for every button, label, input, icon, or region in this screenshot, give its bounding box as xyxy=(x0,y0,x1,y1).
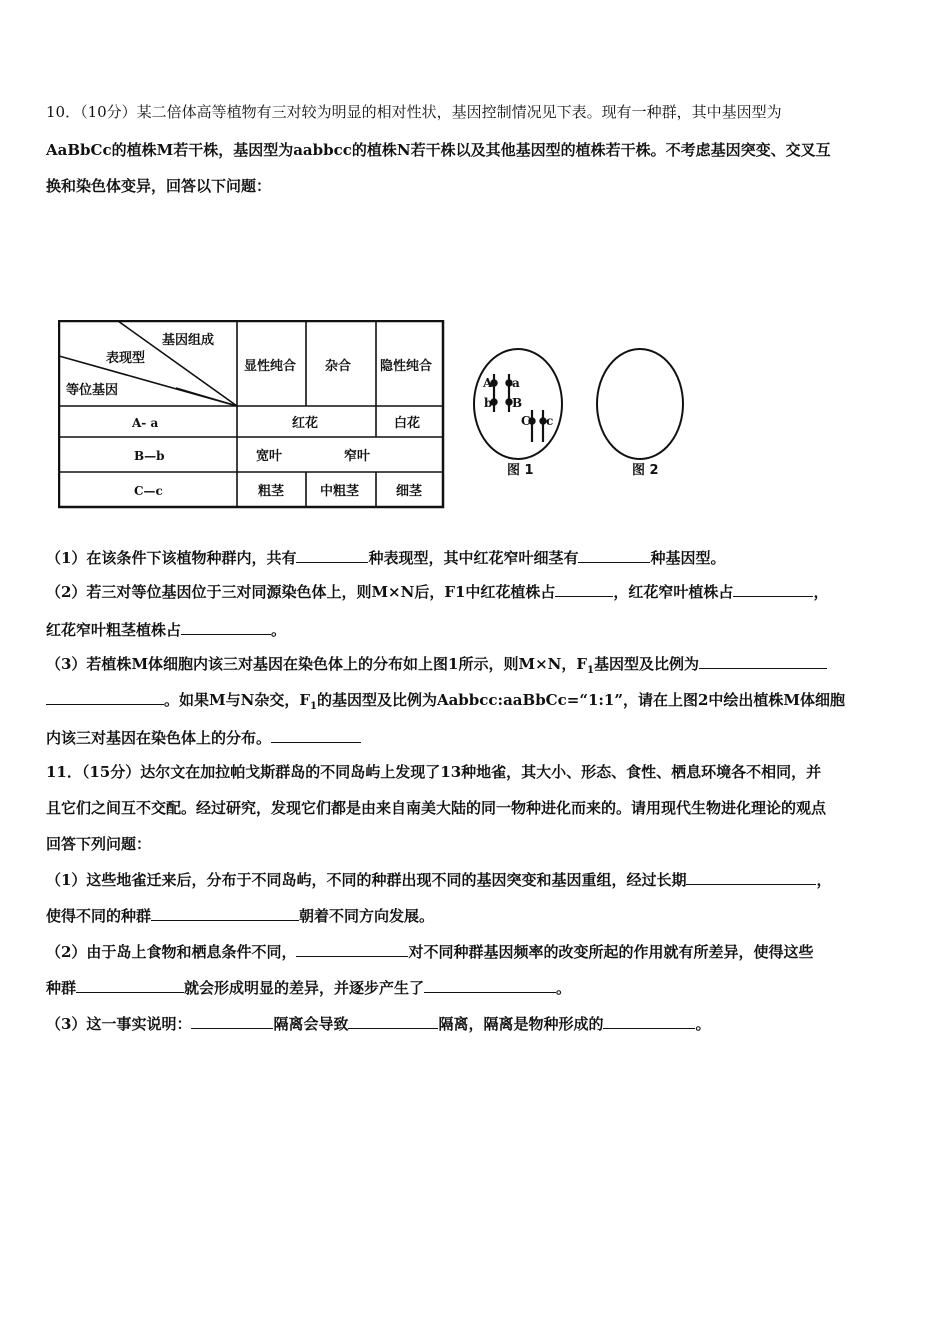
q11-sub1-cont xyxy=(46,906,434,926)
q11-sub2-blank-3[interactable] xyxy=(424,978,556,993)
q11-sub1-text-b: ， xyxy=(816,871,832,889)
gene-table xyxy=(58,320,448,510)
q10-sub2-blank-3[interactable] xyxy=(181,620,271,635)
q10-sub1-text-b: 种表现型，其中红花窄叶细茎有 xyxy=(368,549,579,567)
q10-sub2-text-c: ， xyxy=(813,583,829,601)
gene-a: a xyxy=(512,376,520,390)
q11-text-2: 且它们之间互不交配。经过研究，发现它们都是由来自南美大陆的同一物种进化而来的。请用现代生物进化理论的观点 xyxy=(46,799,827,817)
table-row1-red: 红花 xyxy=(292,416,319,431)
table-col-recessive: 隐性纯合 xyxy=(380,359,433,374)
q10-sub1-text-c: 种基因型。 xyxy=(650,549,726,567)
q11-sub2-cont xyxy=(46,978,571,998)
table-row3-thick: 粗茎 xyxy=(258,484,285,499)
table-header-allele: 等位基因 xyxy=(66,383,119,398)
q10-line-3 xyxy=(46,176,271,196)
q10-text-3: 换和染色体变异，回答以下问题： xyxy=(46,177,272,195)
q10-sub3-text-b: 基因型及比例为 xyxy=(593,655,699,673)
q11-sub2 xyxy=(46,942,813,962)
q10-line-1 xyxy=(46,102,782,122)
q10-sub3 xyxy=(46,654,827,681)
q11-sub1-blank-1[interactable] xyxy=(686,870,816,885)
q10-sub3-cont xyxy=(46,690,845,717)
q11-line-3 xyxy=(46,834,151,854)
q10-sub3-blank-1[interactable] xyxy=(699,654,827,669)
q11-line-1 xyxy=(46,762,821,782)
q11-sub2-text-e: 。 xyxy=(556,979,572,997)
q10-sub2-text-d: 红花窄叶粗茎植株占 xyxy=(46,621,182,639)
q11-sub3-text-d: 。 xyxy=(695,1015,711,1033)
table-header-gene: 基因组成 xyxy=(162,333,215,348)
gene-c: c xyxy=(546,414,554,428)
q10-sub3-text-a: （3）若植株M体细胞内该三对基因在染色体上的分布如上图1所示，则M×N，F xyxy=(46,655,588,673)
table-row2-label: B—b xyxy=(134,449,165,463)
table-col-hetero: 杂合 xyxy=(325,359,352,374)
figure-2-label: 图 2 xyxy=(632,463,659,478)
q11-sub3-text-a: （3）这一事实说明： xyxy=(46,1015,192,1033)
gene-C: C xyxy=(521,414,531,428)
q11-sub3 xyxy=(46,1014,711,1034)
q11-sub2-text-d: 就会形成明显的差异，并逐步产生了 xyxy=(184,979,425,997)
q11-sub3-blank-3[interactable] xyxy=(603,1014,695,1029)
figure-1-label: 图 1 xyxy=(507,463,534,478)
q10-line-2 xyxy=(46,140,831,160)
q11-sub2-text-a: （2）由于岛上食物和栖息条件不同， xyxy=(46,943,297,961)
q11-sub3-blank-2[interactable] xyxy=(348,1014,438,1029)
gene-b: b xyxy=(484,396,493,410)
cell-figures xyxy=(470,346,700,486)
q10-sub3-end xyxy=(46,728,361,748)
q10-sub3-subscript-2: 1 xyxy=(309,701,317,712)
q10-sub2-text-e: 。 xyxy=(271,621,287,639)
q11-sub3-blank-1[interactable] xyxy=(191,1014,273,1029)
q10-sub3-text-d: 的基因型及比例为Aabbcc:aaBbCc=“1:1”，请在上图2中绘出植株M体细胞 xyxy=(316,691,846,709)
q11-sub1-text-d: 朝着不同方向发展。 xyxy=(299,907,435,925)
figure-2-cell xyxy=(597,349,683,459)
q10-sub2 xyxy=(46,582,828,602)
q10-text-2: AaBbCc的植株M若干株，基因型为aabbcc的植株N若干株以及其他基因型的植株若干株。不考虑基因突变、交叉互 xyxy=(46,141,831,159)
q11-text-1: 11．（15分）达尔文在加拉帕戈斯群岛的不同岛屿上发现了13种地雀，其大小、形态、食性、栖息环境各不相同，并 xyxy=(46,763,822,781)
q11-sub2-blank-2[interactable] xyxy=(76,978,184,993)
q10-sub2-cont xyxy=(46,620,286,640)
q11-sub1-text-c: 使得不同的种群 xyxy=(46,907,152,925)
q10-sub3-text-c: 。如果M与N杂交，F xyxy=(164,691,310,709)
q11-sub1-text-a: （1）这些地雀迁来后，分布于不同岛屿，不同的种群出现不同的基因突变和基因重组，经过长期 xyxy=(46,871,687,889)
q10-sub2-text-a: （2）若三对等位基因位于三对同源染色体上，则M×N后，F1中红花植株占 xyxy=(46,583,556,601)
q10-sub1-blank-1[interactable] xyxy=(296,548,368,563)
gene-A: A xyxy=(483,376,493,390)
q11-sub1-blank-2[interactable] xyxy=(151,906,299,921)
q11-sub2-text-b: 对不同种群基因频率的改变所起的作用就有所差异，使得这些 xyxy=(408,943,814,961)
table-row2-wide: 宽叶 xyxy=(256,449,283,464)
table-row3-thin: 细茎 xyxy=(396,484,423,499)
q10-text-1: 10．（10分）某二倍体高等植物有三对较为明显的相对性状，基因控制情况见下表。现有一种群，其中基因型为 xyxy=(46,103,782,121)
q11-sub3-text-b: 隔离会导致 xyxy=(273,1015,349,1033)
table-row1-white: 白花 xyxy=(394,416,421,431)
q10-sub3-blank-2[interactable] xyxy=(46,690,164,705)
q10-sub2-blank-2[interactable] xyxy=(733,582,813,597)
table-row2-narrow: 窄叶 xyxy=(344,449,371,464)
q11-sub1 xyxy=(46,870,831,890)
q10-sub3-subscript: 1 xyxy=(587,665,594,676)
q10-sub1 xyxy=(46,548,725,568)
table-header-pheno: 表现型 xyxy=(106,351,146,366)
q10-sub3-text-e: 内该三对基因在染色体上的分布。 xyxy=(46,729,272,747)
q10-sub1-blank-2[interactable] xyxy=(578,548,650,563)
q11-sub2-blank-1[interactable] xyxy=(296,942,408,957)
table-col-dominant: 显性纯合 xyxy=(244,359,297,374)
q11-sub3-text-c: 隔离，隔离是物种形成的 xyxy=(438,1015,604,1033)
q10-sub2-blank-1[interactable] xyxy=(555,582,613,597)
table-row3-medium: 中粗茎 xyxy=(320,484,360,499)
q10-sub2-text-b: ，红花窄叶植株占 xyxy=(613,583,734,601)
table-row1-label: A- a xyxy=(132,416,159,430)
table-row3-label: C—c xyxy=(134,484,163,498)
q11-sub2-text-c: 种群 xyxy=(46,979,77,997)
q10-sub3-blank-3[interactable] xyxy=(271,728,361,743)
q10-sub1-text-a: （1）在该条件下该植物种群内，共有 xyxy=(46,549,297,567)
q11-text-3: 回答下列问题： xyxy=(46,835,152,853)
q11-line-2 xyxy=(46,798,826,818)
gene-B: B xyxy=(512,396,523,410)
